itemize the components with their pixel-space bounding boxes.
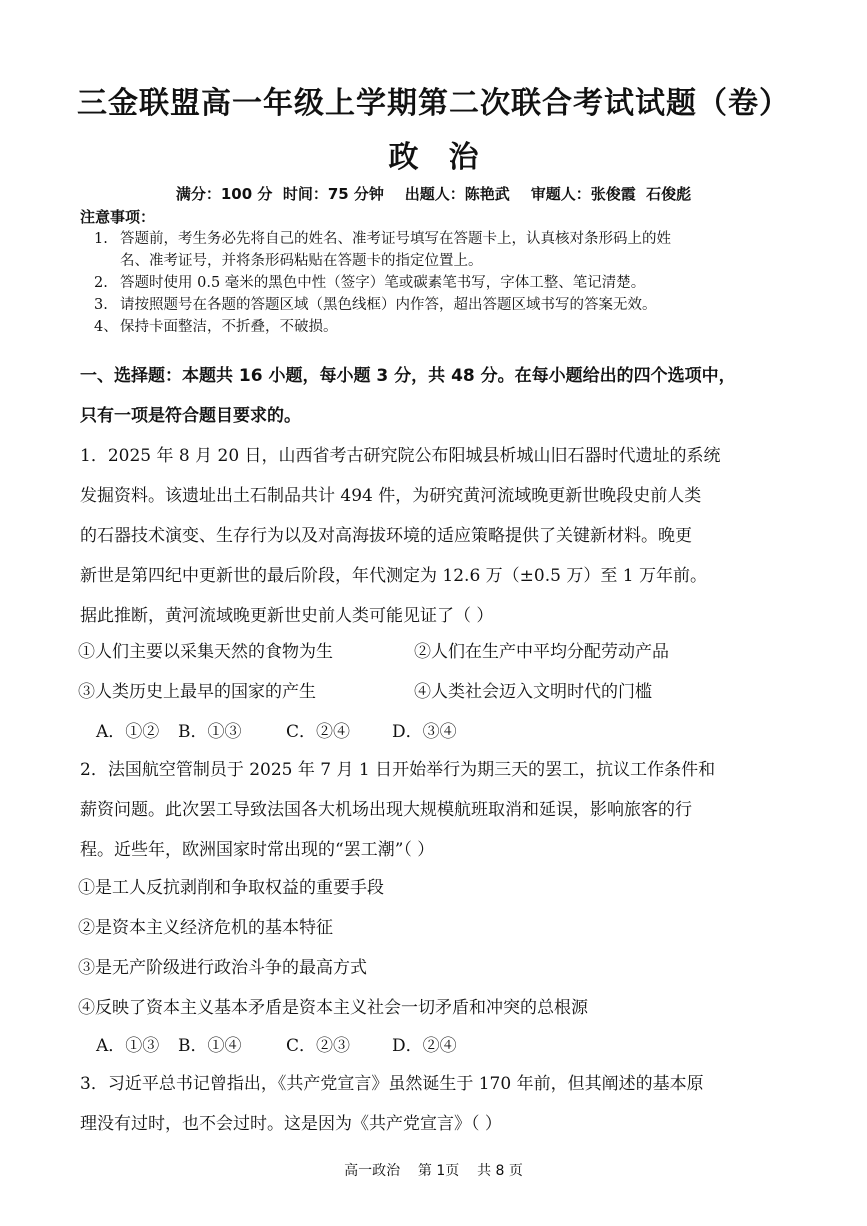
choice-c: C．②④ [286, 722, 351, 742]
question-1-line: 的石器技术演变、生存行为以及对高海拔环境的适应策略提供了关键新材料。晚更 [80, 526, 692, 546]
choice-d: D．②④ [392, 1036, 457, 1056]
question-1-line: 发掘资料。该遗址出土石制品共计 494 件，为研究黄河流域晚更新世晚段史前人类 [80, 486, 702, 506]
section-heading: 只有一项是符合题目要求的。 [80, 406, 301, 426]
choice-b: B．①④ [178, 1036, 242, 1056]
exam-title: 三金联盟高一年级上学期第二次联合考试试题（卷） [77, 86, 790, 121]
question-1-line: 1．2025 年 8 月 20 日，山西省考古研究院公布阳城县析城山旧石器时代遗址的系统 [80, 446, 721, 466]
notice-item: 2. 答题时使用 0.5 毫米的黑色中性（签字）笔或碳素笔书写，字体工整、笔记清楚。 [94, 275, 646, 291]
choice-a: A．①③ [96, 1036, 160, 1056]
statement: ①人们主要以采集天然的食物为生 [78, 642, 333, 662]
choice-b: B．①③ [178, 722, 242, 742]
exam-meta: 满分：100 分 时间：75 分钟 出题人：陈艳武 审题人：张俊霞 石俊彪 [175, 185, 692, 203]
page-footer: 高一政治 第 1页 共 8 页 [344, 1163, 523, 1179]
section-heading: 一、选择题：本题共 16 小题，每小题 3 分，共 48 分。在每小题给出的四个选项中， [80, 366, 736, 386]
subject-title: 政治 [388, 140, 509, 175]
statement: ④反映了资本主义基本矛盾是资本主义社会一切矛盾和冲突的总根源 [78, 998, 588, 1018]
statement: ③是无产阶级进行政治斗争的最高方式 [78, 958, 367, 978]
question-2-line: 程。近些年，欧洲国家时常出现的“罢工潮”（ ） [80, 840, 435, 860]
question-1-line: 据此推断，黄河流域晚更新世史前人类可能见证了（ ） [80, 606, 494, 626]
choice-d: D．③④ [392, 722, 457, 742]
statement: ①是工人反抗剥削和争取权益的重要手段 [78, 878, 384, 898]
question-2-line: 薪资问题。此次罢工导致法国各大机场出现大规模航班取消和延误，影响旅客的行 [80, 800, 692, 820]
statement: ③人类历史上最早的国家的产生 [78, 682, 316, 702]
notice-item: 4、 保持卡面整洁，不折叠，不破损。 [94, 319, 338, 335]
choice-a: A．①② [96, 722, 160, 742]
question-3-line: 3．习近平总书记曾指出，《共产党宣言》虽然诞生于 170 年前，但其阐述的基本原 [80, 1074, 704, 1094]
question-2-line: 2．法国航空管制员于 2025 年 7 月 1 日开始举行为期三天的罢工，抗议工作条件和 [80, 760, 716, 780]
notice-item: 1. 答题前，考生务必先将自己的姓名、准考证号填写在答题卡上，认真核对条形码上的姓 名、准考证号，并将条形码粘贴在答题卡的指定位置上。 [94, 231, 671, 269]
question-3-line: 理没有过时，也不会过时。这是因为《共产党宣言》（ ） [80, 1114, 502, 1134]
statement: ②是资本主义经济危机的基本特征 [78, 918, 333, 938]
statement: ④人类社会迈入文明时代的门槛 [414, 682, 652, 702]
question-1-line: 新世是第四纪中更新世的最后阶段，年代测定为 12.6 万（±0.5 万）至 1 万年前。 [80, 566, 707, 586]
statement: ②人们在生产中平均分配劳动产品 [414, 642, 669, 662]
notice-item: 3. 请按照题号在各题的答题区域（黑色线框）内作答，超出答题区域书写的答案无效。 [94, 297, 657, 313]
notice-heading: 注意事项： [80, 208, 156, 226]
choice-c: C．②③ [286, 1036, 351, 1056]
